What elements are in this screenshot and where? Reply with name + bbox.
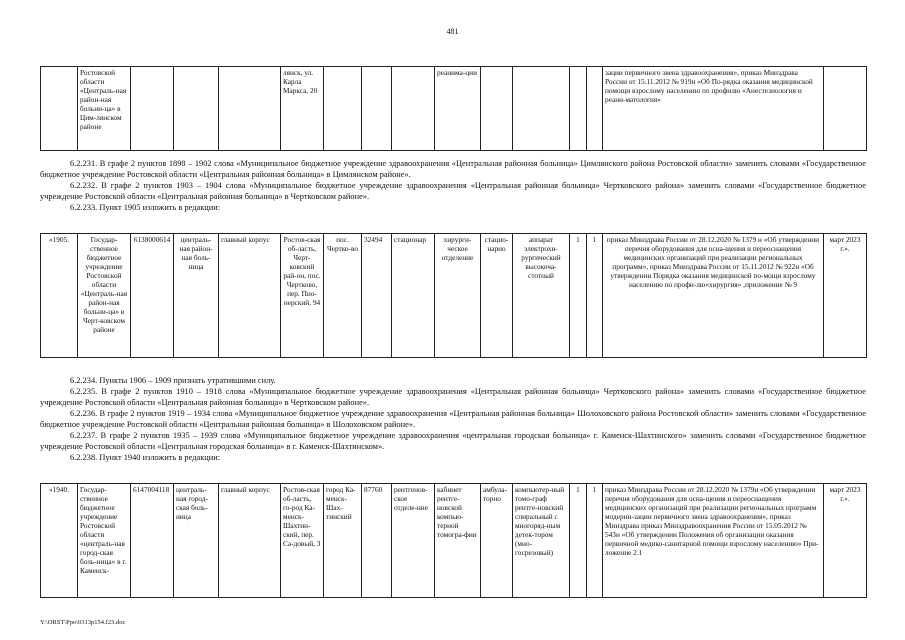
cell-department: хирурги-ческое отделение (435, 234, 481, 358)
cell-address: Ростов-ская об-ласть, Черт-ковский рай-он, пос. Чертково, пер. Пио-нерский, 94 (281, 234, 324, 358)
cell-inn: 6147004118 (131, 484, 174, 598)
cell-type: рентгенов-ское отделе-ние (392, 484, 435, 598)
cell-qty-a: 1 (570, 484, 587, 598)
cell-department: кабинет рентге-новской компью-терной томогра-фии (435, 484, 481, 598)
table-row (41, 484, 867, 598)
cell-locality: пос. Чертко-во (324, 234, 362, 358)
cell-equipment: аппарат электрохи-рургический высокоча-стотный (513, 234, 570, 358)
cell-organization: Ростовской области «Централь-ная район-ная больни-ца» в Цим-лянском районе (78, 67, 131, 151)
table-row (41, 234, 867, 358)
cell-qty-b (587, 67, 603, 151)
table-continuation (40, 66, 867, 151)
cell-inn: 6138000614 (131, 234, 174, 358)
cell-legal-basis: зации первичного звена здравоохранения», приказ Минздрава России от 15.11.2012 № 919н «Об По-рядка оказания медицинской помощи взрослому населению по профилю «Анестезиология и реани-матология» (603, 67, 824, 151)
cell-number (41, 67, 78, 151)
cell-equipment: компьютер-ный томо-граф рентге-новский спиральный с многоряд-ным детек-тором (мно-госрезовый) (513, 484, 570, 598)
cell-date: март 2023 г.». (824, 484, 867, 598)
paragraph: 6.2.235. В графе 2 пунктов 1910 – 1918 слова «Муниципальное бюджетное учреждение здравоохранения «Центральная районная больница» Чертковского района» заменить словами «Государственное бюджетное учреждение Ростовской области «Центральная районная больница» в Чертковском районе». (40, 387, 866, 407)
paragraph: 6.2.232. В графе 2 пунктов 1903 – 1904 слова «Муниципальное бюджетное учреждение здравоохранения «Центральная районная больница» Чертковского района» заменить словами «Государственное бюджетное учреждение Ростовской области «Центральная районная больница» в Чертковском районе». (40, 181, 866, 201)
cell-qty-a: 1 (570, 234, 587, 358)
cell-inn (131, 67, 174, 151)
cell-organization: Государ-ственное бюджетное учреждение Ростовской области «централь-ная город-ская боль-ница» в г. Каменск- (78, 484, 131, 598)
cell-building (219, 67, 281, 151)
cell-legal-basis: приказ Минздрава России от 28.12.2020 № 1379 н «Об утверждении перечня оборудования для осна-щения и переоснащения медицинских организаций при реализации региональных программ», приказ Минздрава России от 15.11.2012 № 922н «Об утверждении Порядка оказания медицинской по-мощи взрослому населению по профи-лю«хирургия» ,приложение № 9 (603, 234, 824, 358)
cell-address: Ростов-ская об-ласть, го-род Ка-менск-Шахтин-ский, пер. Са-довый, 3 (281, 484, 324, 598)
cell-number: «1905. (41, 234, 78, 358)
cell-short-name (174, 67, 219, 151)
cell-locality: город Ка-менск-Шах-тинский (324, 484, 362, 598)
cell-mode (481, 67, 513, 151)
cell-address: лянск, ул. Карла Маркса, 20 (281, 67, 324, 151)
cell-building: главный корпус (219, 484, 281, 598)
cell-legal-basis: приказ Минздрава России от 28.12.2020 № 1379н «Об утверждении перечня оборудования для осна-щения и переоснащения медицинских организаций при реализации региональных программ модерни-зации первичного звена здравоохранения», приказ Минздрава приказ Минздравоохранения России от 15.05.2012 № 543н «Об утверждении Положения об организации оказания первичной медико-санитарной помощи взрослому населению» При-ложение 2.1 (603, 484, 824, 598)
cell-qty-b: 1 (587, 234, 603, 358)
cell-code: 87760 (362, 484, 392, 598)
cell-organization: Государ-ственное бюджетное учреждение Ростовской области «Централь-ная район-ная больни-ца» в Черт-ковском районе (78, 234, 131, 358)
page-number: 481 (446, 27, 459, 36)
cell-short-name: централь-ная район-ная боль-ница (174, 234, 219, 358)
table-item-1905 (40, 233, 867, 358)
cell-code (362, 67, 392, 151)
cell-type: стационар (392, 234, 435, 358)
cell-code: 32494 (362, 234, 392, 358)
cell-qty-a (570, 67, 587, 151)
amendments-block-2 (40, 375, 866, 463)
paragraph: 6.2.233. Пункт 1905 изложить в редакции: (70, 203, 221, 212)
cell-mode: амбула-торно (481, 484, 513, 598)
cell-mode: стацио-нарно (481, 234, 513, 358)
cell-type (392, 67, 435, 151)
cell-number: «1940. (41, 484, 78, 598)
cell-building: главный корпус (219, 234, 281, 358)
paragraph: 6.2.231. В графе 2 пунктов 1898 – 1902 слова «Муниципальное бюджетное учреждение здравоохранения «Центральная районная больница» Цимлянского района Ростовской области» заменить словами «Государственное бюджетное учреждение Ростовской области «Центральная районная больница» в Цимлянском районе». (40, 159, 866, 179)
cell-date: март 2023 г.». (824, 234, 867, 358)
cell-date (824, 67, 867, 151)
paragraph: 6.2.236. В графе 2 пунктов 1919 – 1934 слова «Муниципальное бюджетное учреждение здравоохранения «Центральная районная больница» Шолоховского района Ростовской области» заменить словами «Государственное бюджетное учреждение Ростовской области «Центральная районная больница» в Шолоховском районе». (40, 409, 866, 429)
paragraph: 6.2.238. Пункт 1940 изложить в редакции: (70, 453, 221, 462)
file-path-footer: Y:\ORST\Ppo\0313p154.f23.doc (40, 619, 126, 626)
cell-department: реанима-ции (435, 67, 481, 151)
cell-locality (324, 67, 362, 151)
amendments-block-1 (40, 158, 866, 213)
paragraph: 6.2.237. В графе 2 пунктов 1935 – 1939 слова «Муниципальное бюджетное учреждение здравоохранения «центральная городская больница» г. Каменск-Шахтинского» заменить словами «Государственное бюджетное учреждение Ростовской области «Центральная городская больница» в г. Каменск-Шахтинском». (40, 431, 866, 451)
table-item-1940 (40, 483, 867, 598)
cell-equipment (513, 67, 570, 151)
table-row (41, 67, 867, 151)
cell-short-name: централь-ная город-ская боль-ница (174, 484, 219, 598)
paragraph: 6.2.234. Пункты 1906 – 1909 признать утратившими силу. (70, 376, 276, 385)
cell-qty-b: 1 (587, 484, 603, 598)
